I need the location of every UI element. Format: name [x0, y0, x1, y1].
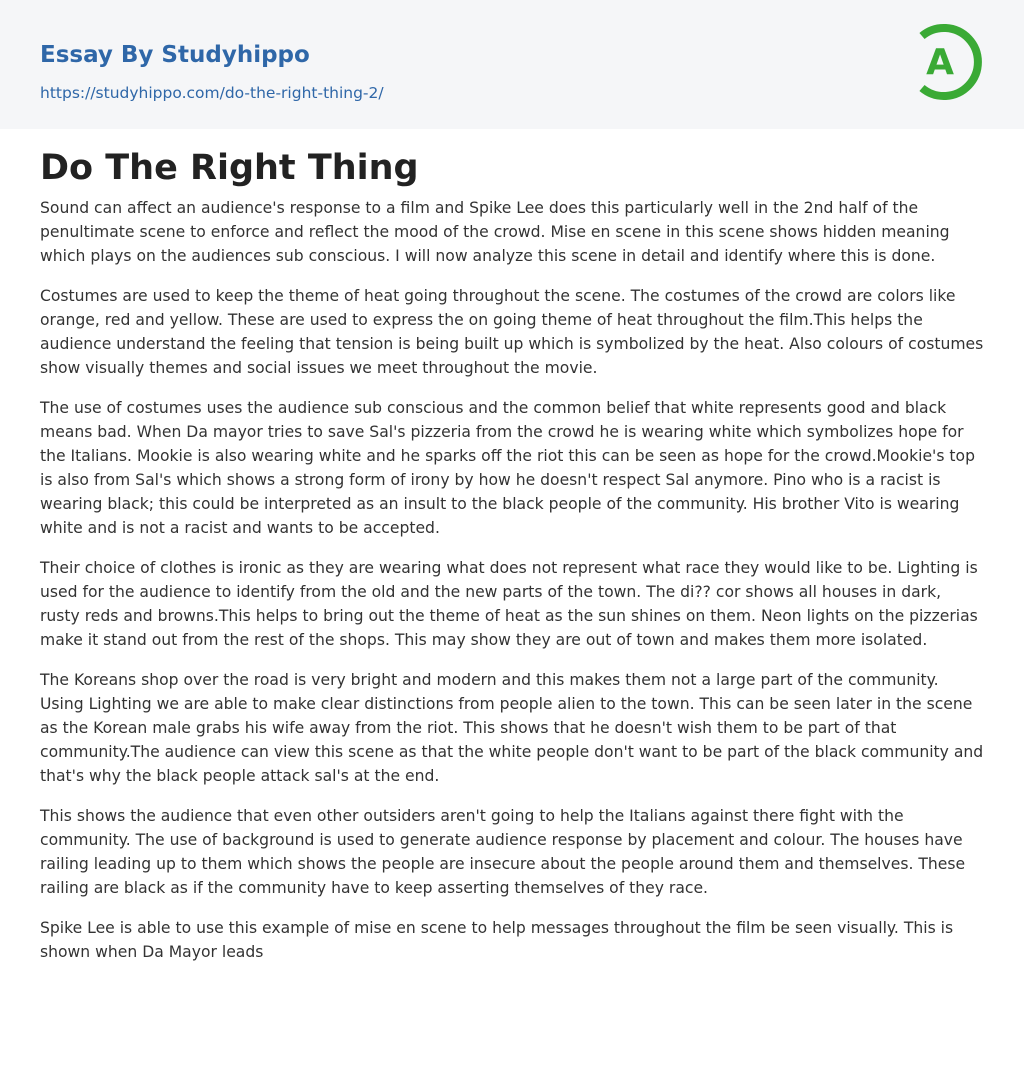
essay-body	[40, 196, 984, 964]
essay-url-link[interactable]: https://studyhippo.com/do-the-right-thing-2/	[40, 84, 384, 102]
paragraph: This shows the audience that even other outsiders aren't going to help the Italians against there fight with the community. The use of background is used to generate audience response by placement and colour. The houses have railing leading up to them which shows the people are insecure about the people around them and themselves. These railing are black as if the community have to keep asserting themselves of they race.	[40, 807, 966, 897]
paragraph: The Koreans shop over the road is very bright and modern and this makes them not a large part of the community. Using Lighting we are able to make clear distinctions from people alien to the town. This can be seen later in the scene as the Korean male grabs his wife away from the riot. This shows that he doesn't wish them to be part of that community.The audience can view this scene as that the white people don't want to be part of the black community and that's why the black people attack sal's at the end.	[40, 671, 984, 785]
paragraph: The use of costumes uses the audience sub conscious and the common belief that white represents good and black means bad. When Da mayor tries to save Sal's pizzeria from the crowd he is wearing white which symbolizes hope for the Italians. Mookie is also wearing white and he sparks off the riot this can be seen as hope for the crowd.Mookie's top is also from Sal's which shows a strong form of irony by how he doesn't respect Sal anymore. Pino who is a racist is wearing black; this could be interpreted as an insult to the black people of the community. His brother Vito is wearing white and is not a racist and wants to be accepted.	[40, 399, 975, 537]
circle-a-logo-icon[interactable]	[910, 18, 988, 106]
article	[0, 129, 1024, 964]
logo-letter: A	[926, 42, 954, 83]
paragraph: Costumes are used to keep the theme of heat going throughout the scene. The costumes of the crowd are colors like orange, red and yellow. These are used to express the on going theme of heat throughout the film.This helps the audience understand the feeling that tension is being built up which is symbolized by the heat. Also colours of costumes show visually themes and social issues we meet throughout the movie.	[40, 287, 984, 377]
paragraph: Sound can affect an audience's response to a film and Spike Lee does this particularly well in the 2nd half of the penultimate scene to enforce and reflect the mood of the crowd. Mise en scene in this scene shows hidden meaning which plays on the audiences sub conscious. I will now analyze this scene in detail and identify where this is done.	[40, 199, 950, 265]
site-brand[interactable]: Essay By Studyhippo	[40, 42, 310, 68]
paragraph: Spike Lee is able to use this example of mise en scene to help messages throughout the film be seen visually. This is shown when Da Mayor leads	[40, 919, 954, 961]
page-header	[0, 0, 1024, 129]
page-title: Do The Right Thing	[40, 148, 419, 188]
paragraph: Their choice of clothes is ironic as they are wearing what does not represent what race they would like to be. Lighting is used for the audience to identify from the old and the new parts of the town. The di?? cor shows all houses in dark, rusty reds and browns.This helps to bring out the theme of heat as the sun shines on them. Neon lights on the pizzerias make it stand out from the rest of the shops. This may show they are out of town and makes them more isolated.	[40, 559, 978, 649]
